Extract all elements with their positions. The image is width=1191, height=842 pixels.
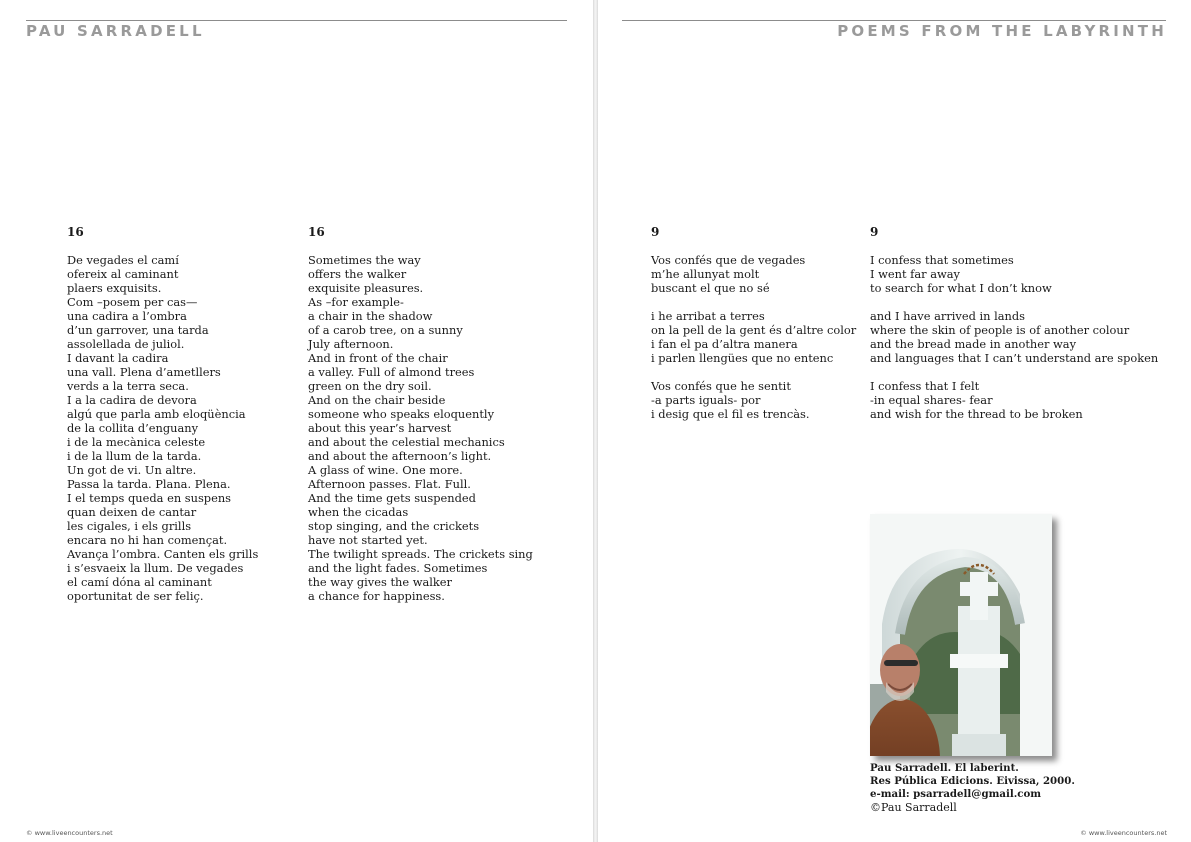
poem-line: i s’esvaeix la llum. De vegades bbox=[67, 561, 244, 575]
poem-line: Avança l’ombra. Canten els grills bbox=[67, 547, 259, 561]
poem-line: Sometimes the way bbox=[308, 253, 421, 267]
poem-line: a chair in the shadow bbox=[308, 309, 433, 323]
poem-line: and I have arrived in lands bbox=[870, 309, 1026, 323]
poem-line: a chance for happiness. bbox=[308, 589, 445, 603]
poem-line: the way gives the walker bbox=[308, 575, 452, 589]
poem-line: i desig que el fil es trencàs. bbox=[651, 407, 810, 421]
poem-lines bbox=[870, 253, 1158, 421]
poem-line bbox=[651, 365, 856, 379]
poem-line: -in equal shares- fear bbox=[870, 393, 993, 407]
poem-line bbox=[651, 295, 856, 309]
caption-publisher: Res Pública Edicions. Eivissa, 2000. bbox=[870, 775, 1075, 787]
poem-line: Com –posem per cas— bbox=[67, 295, 198, 309]
photo-caption bbox=[870, 762, 1075, 814]
footer-copyright: © www.liveencounters.net bbox=[1080, 829, 1167, 837]
poem-line: Un got de vi. Un altre. bbox=[67, 463, 197, 477]
poem-line: I confess that sometimes bbox=[870, 253, 1014, 267]
poem-number: 16 bbox=[67, 225, 84, 239]
poem-16-catalan bbox=[67, 225, 258, 603]
poem-line: ofereix al caminant bbox=[67, 267, 179, 281]
poem-line: i de la llum de la tarda. bbox=[67, 449, 202, 463]
poem-number: 9 bbox=[870, 225, 879, 239]
poem-line: As –for example- bbox=[308, 295, 404, 309]
poem-line: m’he allunyat molt bbox=[651, 267, 760, 281]
caption-title: Pau Sarradell. El laberint. bbox=[870, 762, 1019, 774]
poem-line: and wish for the thread to be broken bbox=[870, 407, 1083, 421]
poem-line: i he arribat a terres bbox=[651, 309, 765, 323]
poem-line: Vos confés que de vegades bbox=[651, 253, 806, 267]
poem-line: I confess that I felt bbox=[870, 379, 980, 393]
poem-line: And in front of the chair bbox=[308, 351, 448, 365]
poem-line bbox=[870, 365, 1158, 379]
left-page bbox=[0, 0, 593, 842]
poem-line: I went far away bbox=[870, 267, 960, 281]
poem-line: quan deixen de cantar bbox=[67, 505, 197, 519]
poem-line: and the light fades. Sometimes bbox=[308, 561, 488, 575]
poem-line: offers the walker bbox=[308, 267, 407, 281]
poem-line: d’un garrover, una tarda bbox=[67, 323, 209, 337]
poem-line: and languages that I can’t understand are spoken bbox=[870, 351, 1159, 365]
poem-line: les cigales, i els grills bbox=[67, 519, 192, 533]
poem-line: about this year’s harvest bbox=[308, 421, 452, 435]
poem-line: una vall. Plena d’ametllers bbox=[67, 365, 221, 379]
poem-line: Passa la tarda. Plana. Plena. bbox=[67, 477, 231, 491]
header-rule bbox=[622, 20, 1166, 21]
poem-line: una cadira a l’ombra bbox=[67, 309, 187, 323]
poem-line: green on the dry soil. bbox=[308, 379, 432, 393]
poem-line: verds a la terra seca. bbox=[67, 379, 189, 393]
poem-line: and the bread made in another way bbox=[870, 337, 1077, 351]
poem-line: i de la mecànica celeste bbox=[67, 435, 206, 449]
author-photo bbox=[870, 514, 1052, 756]
poem-line: when the cicadas bbox=[308, 505, 409, 519]
poem-line: July afternoon. bbox=[308, 337, 394, 351]
poem-line: A glass of wine. One more. bbox=[308, 463, 463, 477]
poem-line: Vos confés que he sentit bbox=[651, 379, 791, 393]
poem-line: Afternoon passes. Flat. Full. bbox=[308, 477, 471, 491]
running-head-author: PAU SARRADELL bbox=[26, 22, 205, 40]
poem-line: where the skin of people is of another colour bbox=[870, 323, 1130, 337]
poem-line: And on the chair beside bbox=[308, 393, 446, 407]
poem-line: plaers exquisits. bbox=[67, 281, 162, 295]
poem-line: i fan el pa d’altra manera bbox=[651, 337, 798, 351]
poem-line: on la pell de la gent és d’altre color bbox=[651, 323, 857, 337]
poem-line: -a parts iguals- por bbox=[651, 393, 761, 407]
header-rule bbox=[26, 20, 567, 21]
poem-line: assolellada de juliol. bbox=[67, 337, 185, 351]
poem-number: 16 bbox=[308, 225, 325, 239]
caption-copyright: ©Pau Sarradell bbox=[870, 801, 957, 814]
poem-line: of a carob tree, on a sunny bbox=[308, 323, 463, 337]
poem-line: encara no hi han començat. bbox=[67, 533, 228, 547]
poem-line: to search for what I don’t know bbox=[870, 281, 1052, 295]
poem-line: and about the celestial mechanics bbox=[308, 435, 505, 449]
poem-line: I a la cadira de devora bbox=[67, 393, 197, 407]
poem-line: De vegades el camí bbox=[67, 253, 179, 267]
poem-line: someone who speaks eloquently bbox=[308, 407, 495, 421]
right-page bbox=[598, 0, 1191, 842]
poem-line: el camí dóna al caminant bbox=[67, 575, 212, 589]
poem-16-english bbox=[308, 225, 533, 603]
poem-9-english bbox=[870, 225, 1158, 421]
caption-email: e-mail: psarradell@gmail.com bbox=[870, 788, 1042, 800]
poem-lines bbox=[651, 253, 856, 421]
poem-line: i parlen llengües que no entenc bbox=[651, 351, 834, 365]
poem-line: I davant la cadira bbox=[67, 351, 169, 365]
poem-lines bbox=[308, 253, 533, 603]
poem-line bbox=[870, 295, 1158, 309]
poem-line: The twilight spreads. The crickets sing bbox=[308, 547, 533, 561]
poem-9-catalan bbox=[651, 225, 856, 421]
poem-line: I el temps queda en suspens bbox=[67, 491, 232, 505]
running-head-title: POEMS FROM THE LABYRINTH bbox=[837, 22, 1167, 40]
poem-line: stop singing, and the crickets bbox=[308, 519, 480, 533]
poem-line: exquisite pleasures. bbox=[308, 281, 424, 295]
poem-line: oportunitat de ser feliç. bbox=[67, 589, 204, 603]
poem-number: 9 bbox=[651, 225, 660, 239]
poem-line: and about the afternoon’s light. bbox=[308, 449, 492, 463]
poem-line: de la collita d’enguany bbox=[67, 421, 199, 435]
poem-line: And the time gets suspended bbox=[308, 491, 476, 505]
footer-copyright: © www.liveencounters.net bbox=[26, 829, 113, 837]
poem-lines bbox=[67, 253, 258, 603]
poem-line: buscant el que no sé bbox=[651, 281, 770, 295]
poem-line: algú que parla amb eloqüència bbox=[67, 407, 246, 421]
poem-line: a valley. Full of almond trees bbox=[308, 365, 475, 379]
poem-line: have not started yet. bbox=[308, 533, 428, 547]
